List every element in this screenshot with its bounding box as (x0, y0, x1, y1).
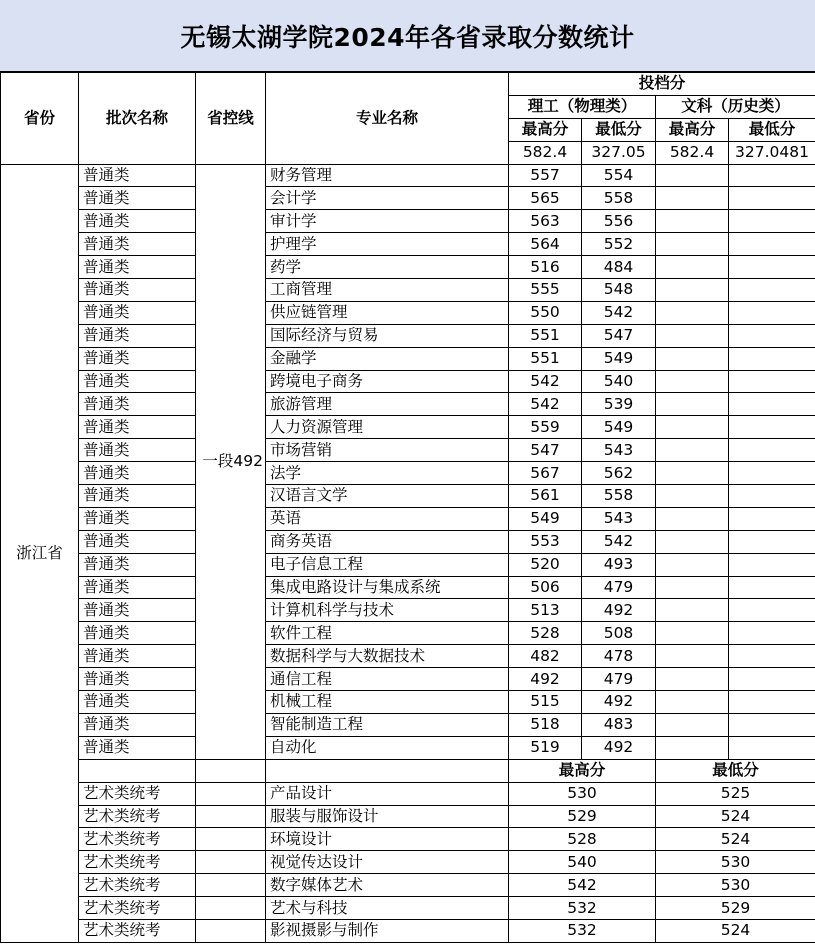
control-line-cell (196, 782, 266, 805)
table-row (1, 622, 815, 645)
admission-score-table (0, 72, 815, 943)
sci-min-cell: 542 (582, 301, 656, 324)
sci-max-cell: 542 (509, 370, 582, 393)
lib-max-cell (656, 256, 729, 279)
table-row (1, 439, 815, 462)
table-row (1, 462, 815, 485)
sci-min-cell: 493 (582, 553, 656, 576)
header-score-group: 投档分 (509, 73, 815, 96)
lib-min-cell (729, 256, 815, 279)
major-cell: 法学 (266, 462, 509, 485)
lib-min-cell (729, 347, 815, 370)
lib-min-cell (729, 485, 815, 508)
batch-cell: 普通类 (79, 645, 196, 668)
sci-max-cell: 518 (509, 713, 582, 736)
major-cell: 财务管理 (266, 164, 509, 187)
art-max-cell: 530 (509, 782, 656, 805)
art-max-cell: 540 (509, 851, 656, 874)
major-cell: 计算机科学与技术 (266, 599, 509, 622)
sci-min-cell: 508 (582, 622, 656, 645)
major-cell: 供应链管理 (266, 301, 509, 324)
summary-lib-min: 327.0481 (729, 141, 815, 164)
major-cell: 英语 (266, 507, 509, 530)
summary-lib-max: 582.4 (656, 141, 729, 164)
art-header-row (1, 759, 815, 782)
lib-max-cell (656, 370, 729, 393)
sci-max-cell: 563 (509, 210, 582, 233)
table-row (1, 599, 815, 622)
batch-cell: 艺术类统考 (79, 805, 196, 828)
sci-min-cell: 543 (582, 507, 656, 530)
sci-max-cell: 565 (509, 187, 582, 210)
lib-min-cell (729, 301, 815, 324)
table-row (1, 713, 815, 736)
batch-cell: 普通类 (79, 622, 196, 645)
batch-cell: 艺术类统考 (79, 782, 196, 805)
art-header-major (266, 759, 509, 782)
major-cell: 人力资源管理 (266, 416, 509, 439)
sci-min-cell: 558 (582, 485, 656, 508)
major-cell: 商务英语 (266, 530, 509, 553)
sci-min-cell: 492 (582, 736, 656, 759)
sci-max-cell: 567 (509, 462, 582, 485)
sci-min-cell: 548 (582, 279, 656, 302)
lib-max-cell (656, 668, 729, 691)
lib-max-cell (656, 576, 729, 599)
lib-max-cell (656, 736, 729, 759)
lib-min-cell (729, 507, 815, 530)
batch-cell: 普通类 (79, 416, 196, 439)
table-row (1, 324, 815, 347)
batch-cell: 普通类 (79, 599, 196, 622)
lib-max-cell (656, 416, 729, 439)
lib-min-cell (729, 233, 815, 256)
art-min-cell: 530 (656, 851, 815, 874)
sci-max-cell: 513 (509, 599, 582, 622)
lib-min-cell (729, 622, 815, 645)
header-sci-min: 最低分 (582, 118, 656, 141)
sci-max-cell: 506 (509, 576, 582, 599)
batch-cell: 普通类 (79, 279, 196, 302)
batch-cell: 普通类 (79, 507, 196, 530)
lib-min-cell (729, 393, 815, 416)
lib-max-cell (656, 233, 729, 256)
major-cell: 机械工程 (266, 691, 509, 714)
table-row (1, 897, 815, 920)
major-cell: 影视摄影与制作 (266, 919, 509, 942)
sci-min-cell: 549 (582, 416, 656, 439)
major-cell: 会计学 (266, 187, 509, 210)
lib-min-cell (729, 645, 815, 668)
lib-max-cell (656, 645, 729, 668)
header-lib-max: 最高分 (656, 118, 729, 141)
table-row (1, 828, 815, 851)
sci-max-cell: 550 (509, 301, 582, 324)
major-cell: 国际经济与贸易 (266, 324, 509, 347)
major-cell: 旅游管理 (266, 393, 509, 416)
batch-cell: 艺术类统考 (79, 851, 196, 874)
lib-max-cell (656, 347, 729, 370)
batch-cell: 普通类 (79, 668, 196, 691)
sci-max-cell: 549 (509, 507, 582, 530)
sci-max-cell: 547 (509, 439, 582, 462)
batch-cell: 艺术类统考 (79, 874, 196, 897)
art-header-batch (79, 759, 196, 782)
table-row (1, 782, 815, 805)
sci-max-cell: 564 (509, 233, 582, 256)
lib-max-cell (656, 622, 729, 645)
batch-cell: 普通类 (79, 713, 196, 736)
table-row (1, 576, 815, 599)
table-row (1, 210, 815, 233)
sci-min-cell: 492 (582, 691, 656, 714)
province-cell: 浙江省 (1, 164, 79, 942)
header-control-line: 省控线 (196, 73, 266, 165)
lib-min-cell (729, 370, 815, 393)
lib-max-cell (656, 553, 729, 576)
control-line-cell (196, 874, 266, 897)
batch-cell: 普通类 (79, 691, 196, 714)
table-row (1, 919, 815, 942)
table-row (1, 553, 815, 576)
batch-cell: 普通类 (79, 393, 196, 416)
lib-max-cell (656, 485, 729, 508)
sci-min-cell: 549 (582, 347, 656, 370)
table-row (1, 393, 815, 416)
major-cell: 护理学 (266, 233, 509, 256)
art-max-cell: 542 (509, 874, 656, 897)
sci-min-cell: 542 (582, 530, 656, 553)
table-row (1, 691, 815, 714)
lib-min-cell (729, 530, 815, 553)
art-header-min: 最低分 (656, 759, 815, 782)
table-row (1, 874, 815, 897)
lib-min-cell (729, 324, 815, 347)
lib-max-cell (656, 324, 729, 347)
sci-max-cell: 515 (509, 691, 582, 714)
major-cell: 金融学 (266, 347, 509, 370)
table-row (1, 416, 815, 439)
sci-max-cell: 551 (509, 324, 582, 347)
lib-min-cell (729, 164, 815, 187)
sci-min-cell: 554 (582, 164, 656, 187)
batch-cell: 艺术类统考 (79, 919, 196, 942)
lib-max-cell (656, 713, 729, 736)
major-cell: 集成电路设计与集成系统 (266, 576, 509, 599)
table-row (1, 370, 815, 393)
sci-max-cell: 520 (509, 553, 582, 576)
lib-min-cell (729, 279, 815, 302)
major-cell: 药学 (266, 256, 509, 279)
batch-cell: 普通类 (79, 347, 196, 370)
table-row (1, 164, 815, 187)
lib-min-cell (729, 439, 815, 462)
sci-min-cell: 552 (582, 233, 656, 256)
sci-max-cell: 557 (509, 164, 582, 187)
sci-max-cell: 551 (509, 347, 582, 370)
major-cell: 市场营销 (266, 439, 509, 462)
major-cell: 汉语言文学 (266, 485, 509, 508)
batch-cell: 普通类 (79, 576, 196, 599)
summary-sci-min: 327.05 (582, 141, 656, 164)
batch-cell: 艺术类统考 (79, 828, 196, 851)
art-max-cell: 532 (509, 919, 656, 942)
lib-min-cell (729, 553, 815, 576)
sci-max-cell: 528 (509, 622, 582, 645)
sci-max-cell: 519 (509, 736, 582, 759)
major-cell: 电子信息工程 (266, 553, 509, 576)
sci-min-cell: 543 (582, 439, 656, 462)
table-row (1, 485, 815, 508)
table-row (1, 736, 815, 759)
sci-min-cell: 558 (582, 187, 656, 210)
lib-min-cell (729, 462, 815, 485)
major-cell: 环境设计 (266, 828, 509, 851)
table-row (1, 256, 815, 279)
sci-max-cell: 553 (509, 530, 582, 553)
table-row (1, 187, 815, 210)
table-row (1, 530, 815, 553)
control-line-cell: 一段492 (196, 164, 266, 759)
batch-cell: 普通类 (79, 256, 196, 279)
table-row (1, 279, 815, 302)
lib-min-cell (729, 691, 815, 714)
header-province: 省份 (1, 73, 79, 165)
lib-max-cell (656, 279, 729, 302)
art-min-cell: 529 (656, 897, 815, 920)
header-science: 理工（物理类） (509, 95, 656, 118)
major-cell: 艺术与科技 (266, 897, 509, 920)
lib-max-cell (656, 393, 729, 416)
art-min-cell: 524 (656, 805, 815, 828)
control-line-cell (196, 851, 266, 874)
sci-max-cell: 555 (509, 279, 582, 302)
batch-cell: 普通类 (79, 233, 196, 256)
major-cell: 服装与服饰设计 (266, 805, 509, 828)
page-title: 无锡太湖学院2024年各省录取分数统计 (0, 0, 815, 72)
sci-min-cell: 478 (582, 645, 656, 668)
art-header-max: 最高分 (509, 759, 656, 782)
batch-cell: 普通类 (79, 301, 196, 324)
major-cell: 数字媒体艺术 (266, 874, 509, 897)
lib-min-cell (729, 576, 815, 599)
header-lib-min: 最低分 (729, 118, 815, 141)
batch-cell: 普通类 (79, 553, 196, 576)
major-cell: 智能制造工程 (266, 713, 509, 736)
lib-max-cell (656, 599, 729, 622)
major-cell: 工商管理 (266, 279, 509, 302)
art-header-control (196, 759, 266, 782)
lib-max-cell (656, 691, 729, 714)
sci-min-cell: 547 (582, 324, 656, 347)
lib-max-cell (656, 210, 729, 233)
table-row (1, 645, 815, 668)
table-row (1, 233, 815, 256)
table-row (1, 301, 815, 324)
sci-max-cell: 561 (509, 485, 582, 508)
art-min-cell: 524 (656, 919, 815, 942)
control-line-cell (196, 828, 266, 851)
table-row (1, 668, 815, 691)
sci-min-cell: 483 (582, 713, 656, 736)
art-max-cell: 529 (509, 805, 656, 828)
batch-cell: 普通类 (79, 485, 196, 508)
lib-min-cell (729, 416, 815, 439)
batch-cell: 艺术类统考 (79, 897, 196, 920)
lib-max-cell (656, 164, 729, 187)
table-row (1, 851, 815, 874)
major-cell: 数据科学与大数据技术 (266, 645, 509, 668)
major-cell: 软件工程 (266, 622, 509, 645)
major-cell: 通信工程 (266, 668, 509, 691)
control-line-cell (196, 919, 266, 942)
lib-max-cell (656, 462, 729, 485)
sci-max-cell: 559 (509, 416, 582, 439)
sci-min-cell: 562 (582, 462, 656, 485)
sci-max-cell: 482 (509, 645, 582, 668)
sci-min-cell: 540 (582, 370, 656, 393)
sci-min-cell: 492 (582, 599, 656, 622)
header-liberal: 文科（历史类） (656, 95, 815, 118)
lib-max-cell (656, 507, 729, 530)
lib-min-cell (729, 599, 815, 622)
header-row-1 (1, 73, 815, 96)
sci-min-cell: 479 (582, 576, 656, 599)
sci-min-cell: 484 (582, 256, 656, 279)
lib-max-cell (656, 301, 729, 324)
sci-min-cell: 479 (582, 668, 656, 691)
major-cell: 产品设计 (266, 782, 509, 805)
sci-max-cell: 542 (509, 393, 582, 416)
header-batch: 批次名称 (79, 73, 196, 165)
table-row (1, 507, 815, 530)
batch-cell: 普通类 (79, 462, 196, 485)
lib-min-cell (729, 668, 815, 691)
batch-cell: 普通类 (79, 530, 196, 553)
major-cell: 跨境电子商务 (266, 370, 509, 393)
lib-min-cell (729, 736, 815, 759)
control-line-cell (196, 897, 266, 920)
table-row (1, 805, 815, 828)
batch-cell: 普通类 (79, 164, 196, 187)
batch-cell: 普通类 (79, 736, 196, 759)
batch-cell: 普通类 (79, 324, 196, 347)
summary-sci-max: 582.4 (509, 141, 582, 164)
batch-cell: 普通类 (79, 370, 196, 393)
control-line-cell (196, 805, 266, 828)
sci-max-cell: 516 (509, 256, 582, 279)
major-cell: 审计学 (266, 210, 509, 233)
batch-cell: 普通类 (79, 439, 196, 462)
lib-min-cell (729, 210, 815, 233)
table-row (1, 347, 815, 370)
major-cell: 自动化 (266, 736, 509, 759)
art-max-cell: 532 (509, 897, 656, 920)
lib-min-cell (729, 713, 815, 736)
art-max-cell: 528 (509, 828, 656, 851)
art-min-cell: 525 (656, 782, 815, 805)
batch-cell: 普通类 (79, 210, 196, 233)
sci-min-cell: 539 (582, 393, 656, 416)
art-min-cell: 524 (656, 828, 815, 851)
lib-max-cell (656, 187, 729, 210)
lib-max-cell (656, 439, 729, 462)
lib-min-cell (729, 187, 815, 210)
batch-cell: 普通类 (79, 187, 196, 210)
sci-min-cell: 556 (582, 210, 656, 233)
art-min-cell: 530 (656, 874, 815, 897)
major-cell: 视觉传达设计 (266, 851, 509, 874)
header-major: 专业名称 (266, 73, 509, 165)
lib-max-cell (656, 530, 729, 553)
header-sci-max: 最高分 (509, 118, 582, 141)
sci-max-cell: 492 (509, 668, 582, 691)
